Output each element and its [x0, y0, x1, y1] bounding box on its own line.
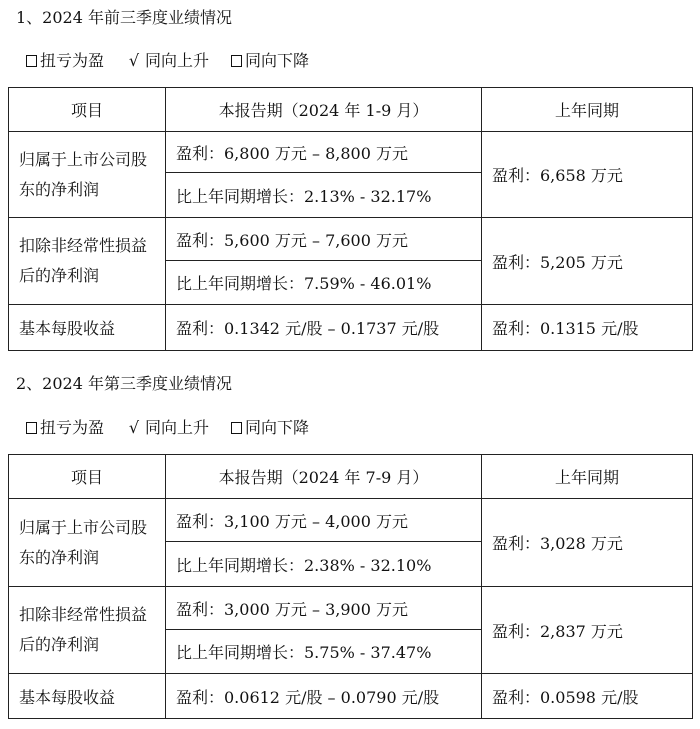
- previous-profit: 盈利：3,028 万元: [482, 499, 693, 587]
- table-row: [9, 132, 693, 173]
- header-current-period: 本报告期（2024 年 1-9 月）: [166, 88, 482, 132]
- option-increase[interactable]: [126, 51, 209, 71]
- growth-range: 比上年同期增长：5.75% - 37.47%: [166, 630, 482, 674]
- option-label: 扭亏为盈: [40, 51, 105, 70]
- current-profit-range: 盈利：5,600 万元 – 7,600 万元: [166, 218, 482, 261]
- previous-eps: 盈利：0.1315 元/股: [482, 305, 693, 351]
- table-row: [9, 587, 693, 630]
- table-row: [9, 305, 693, 351]
- checkbox-unchecked-icon: [231, 422, 242, 434]
- row-label-eps: 基本每股收益: [9, 674, 166, 719]
- growth-range: 比上年同期增长：7.59% - 46.01%: [166, 261, 482, 305]
- checkmark-icon: √: [128, 418, 140, 437]
- current-profit-range: 盈利：3,000 万元 – 3,900 万元: [166, 587, 482, 630]
- growth-range: 比上年同期增长：2.13% - 32.17%: [166, 173, 482, 218]
- option-label: 同向上升: [145, 418, 210, 437]
- header-previous-period: 上年同期: [482, 455, 693, 499]
- current-profit-range: 盈利：3,100 万元 – 4,000 万元: [166, 499, 482, 542]
- row-label-eps: 基本每股收益: [9, 305, 166, 351]
- table-header-row: [9, 455, 693, 499]
- checkmark-icon: √: [128, 51, 140, 70]
- current-eps-range: 盈利：0.0612 元/股 – 0.0790 元/股: [166, 674, 482, 719]
- section-1-trend-options: [26, 51, 331, 71]
- header-previous-period: 上年同期: [482, 88, 693, 132]
- previous-eps: 盈利：0.0598 元/股: [482, 674, 693, 719]
- previous-profit: 盈利：2,837 万元: [482, 587, 693, 674]
- header-current-period: 本报告期（2024 年 7-9 月）: [166, 455, 482, 499]
- row-label-deducted-net-profit: 扣除非经常性损益后的净利润: [9, 587, 166, 674]
- option-decrease[interactable]: [231, 418, 309, 438]
- checkbox-unchecked-icon: [26, 422, 37, 434]
- current-profit-range: 盈利：6,800 万元 – 8,800 万元: [166, 132, 482, 173]
- option-turnaround[interactable]: [26, 418, 104, 438]
- option-increase[interactable]: [126, 418, 209, 438]
- growth-range: 比上年同期增长：2.38% - 32.10%: [166, 542, 482, 587]
- option-turnaround[interactable]: [26, 51, 104, 71]
- section-1-performance-table: [8, 87, 693, 351]
- option-decrease[interactable]: [231, 51, 309, 71]
- section-1-heading: 1、2024 年前三季度业绩情况: [16, 8, 232, 27]
- table-row: [9, 674, 693, 719]
- header-item: 项目: [9, 455, 166, 499]
- section-2-trend-options: [26, 418, 331, 438]
- table-row: [9, 218, 693, 261]
- option-label: 同向下降: [245, 418, 310, 437]
- header-item: 项目: [9, 88, 166, 132]
- option-label: 同向下降: [245, 51, 310, 70]
- row-label-net-profit: 归属于上市公司股东的净利润: [9, 132, 166, 218]
- section-2-performance-table: [8, 454, 693, 719]
- current-eps-range: 盈利：0.1342 元/股 – 0.1737 元/股: [166, 305, 482, 351]
- checkbox-unchecked-icon: [231, 55, 242, 67]
- section-2-heading: 2、2024 年第三季度业绩情况: [16, 374, 232, 393]
- table-row: [9, 499, 693, 542]
- row-label-deducted-net-profit: 扣除非经常性损益后的净利润: [9, 218, 166, 305]
- option-label: 同向上升: [145, 51, 210, 70]
- previous-profit: 盈利：6,658 万元: [482, 132, 693, 218]
- table-header-row: [9, 88, 693, 132]
- row-label-net-profit: 归属于上市公司股东的净利润: [9, 499, 166, 587]
- option-label: 扭亏为盈: [40, 418, 105, 437]
- checkbox-unchecked-icon: [26, 55, 37, 67]
- previous-profit: 盈利：5,205 万元: [482, 218, 693, 305]
